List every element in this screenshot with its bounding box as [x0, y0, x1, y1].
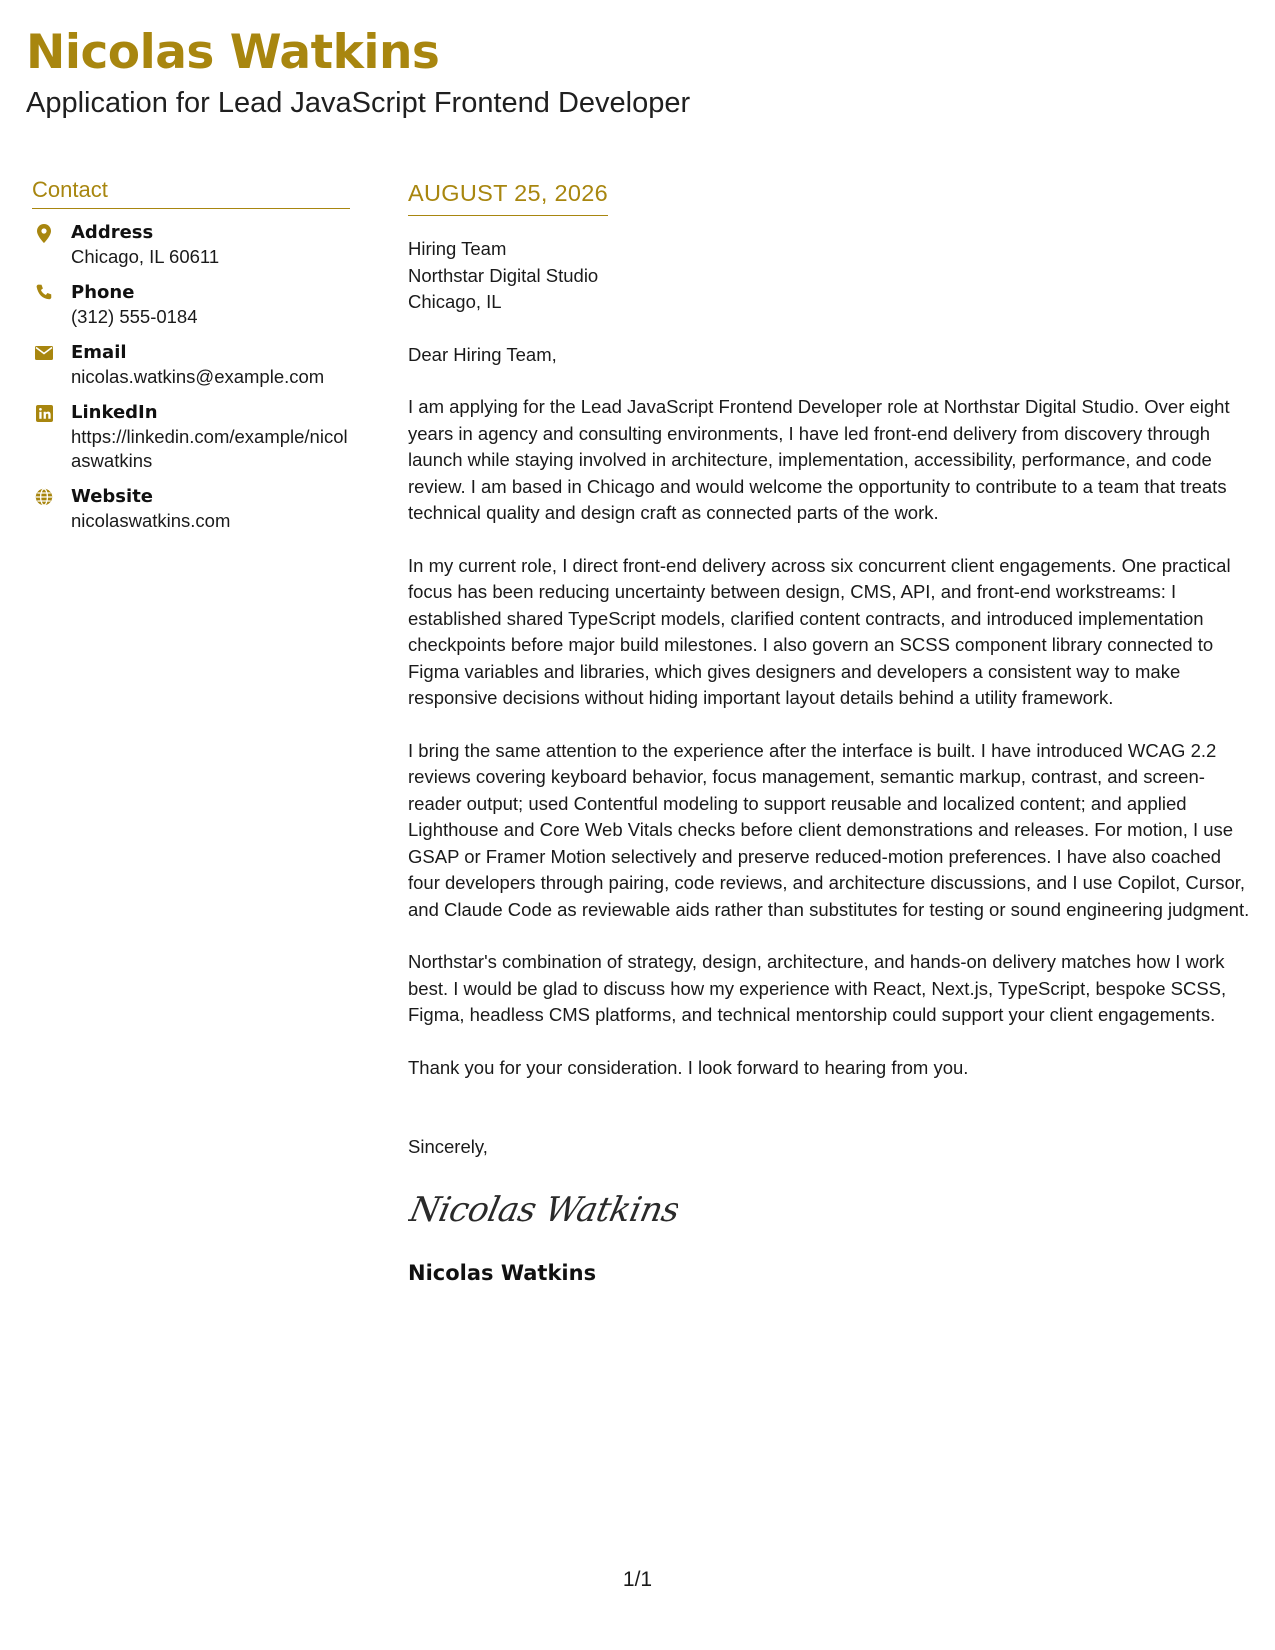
signed-name: Nicolas Watkins — [408, 1260, 597, 1285]
map-pin-icon — [35, 223, 53, 243]
page-number: 1/1 — [622, 1568, 653, 1591]
contact-label: Email — [71, 342, 127, 363]
body-paragraph: I am applying for the Lead JavaScript Frontend Developer role at Northstar Digital Studio. Over eight years in agency and consulting environments, I have led front-end delivery from discovery through launch while staying involved in architecture, implementation, accessibility, performance, and code review. I am based in Chicago and would welcome the opportunity to contribute to a team that treats technical quality and design craft as connected parts of the work. — [408, 396, 1230, 523]
signature-image — [408, 1183, 678, 1239]
contact-value: (312) 555-0184 — [71, 306, 198, 327]
recipient-line: Hiring Team — [408, 238, 507, 259]
letter-date: AUGUST 25, 2026 — [408, 178, 608, 216]
contact-label: Address — [71, 222, 154, 243]
recipient-block — [408, 236, 1250, 316]
body-paragraph: Thank you for your consideration. I look forward to hearing from you. — [408, 1056, 969, 1078]
recipient-line: Northstar Digital Studio — [408, 264, 599, 286]
contact-value: nicolas.watkins@example.com — [71, 366, 325, 387]
contact-value: https://linkedin.com/example/nicolaswatkins — [71, 426, 348, 471]
body-paragraph: In my current role, I direct front-end delivery across six concurrent client engagements. One practical focus has been reducing uncertainty between design, CMS, API, and front-end workstreams: I established shared TypeScript models, clarified content contracts, and introduced implementation checkpoints before major build milestones. I also govern an SCSS component library connected to Figma variables and libraries, which gives designers and developers a consistent way to make responsive decisions without hiding important layout details behind a utility framework. — [408, 554, 1231, 708]
contact-heading: Contact — [32, 176, 350, 209]
envelope-icon — [35, 343, 53, 363]
signature — [408, 1183, 1250, 1239]
contact-item-website — [32, 485, 350, 533]
contact-label: Phone — [71, 282, 135, 303]
contact-sidebar — [32, 176, 350, 533]
application-subtitle: Application for Lead JavaScript Frontend Developer — [26, 87, 691, 119]
linkedin-icon — [35, 403, 53, 423]
salutation: Dear Hiring Team, — [408, 343, 557, 365]
contact-item-linkedin — [32, 401, 350, 473]
contact-label: LinkedIn — [71, 402, 158, 423]
contact-item-email — [32, 341, 350, 389]
contact-item-address — [32, 221, 350, 269]
signature-text: Nicolas Watkins — [408, 1189, 678, 1230]
phone-icon — [35, 283, 53, 303]
contact-value: Chicago, IL 60611 — [71, 246, 220, 267]
contact-label: Website — [71, 486, 154, 507]
letter-body — [408, 178, 1250, 1285]
letter-header — [26, 22, 690, 122]
body-paragraph: Northstar's combination of strategy, design, architecture, and hands-on delivery matches how I work best. I would be glad to discuss how my experience with React, Next.js, TypeScript, bespoke SCSS, Figma, headless CMS platforms, and technical mentorship could support your client engagements. — [408, 951, 1227, 1025]
applicant-name: Nicolas Watkins — [26, 25, 440, 80]
body-paragraph: I bring the same attention to the experience after the interface is built. I have introduced WCAG 2.2 reviews covering keyboard behavior, focus management, semantic markup, contrast, and screen-reader output; used Contentful modeling to support reusable and localized content; and applied Lighthouse and Core Web Vitals checks before client demonstrations and releases. For motion, I use GSAP or Framer Motion selectively and preserve reduced-motion preferences. I have also coached four developers through pairing, code reviews, and architecture discussions, and I use Copilot, Cursor, and Claude Code as reviewable aids rather than substitutes for testing or sound engineering judgment. — [408, 739, 1250, 920]
closing: Sincerely, — [408, 1136, 488, 1157]
globe-icon — [35, 487, 53, 507]
recipient-line: Chicago, IL — [408, 291, 502, 312]
contact-item-phone — [32, 281, 350, 329]
contact-value: nicolaswatkins.com — [71, 510, 231, 531]
